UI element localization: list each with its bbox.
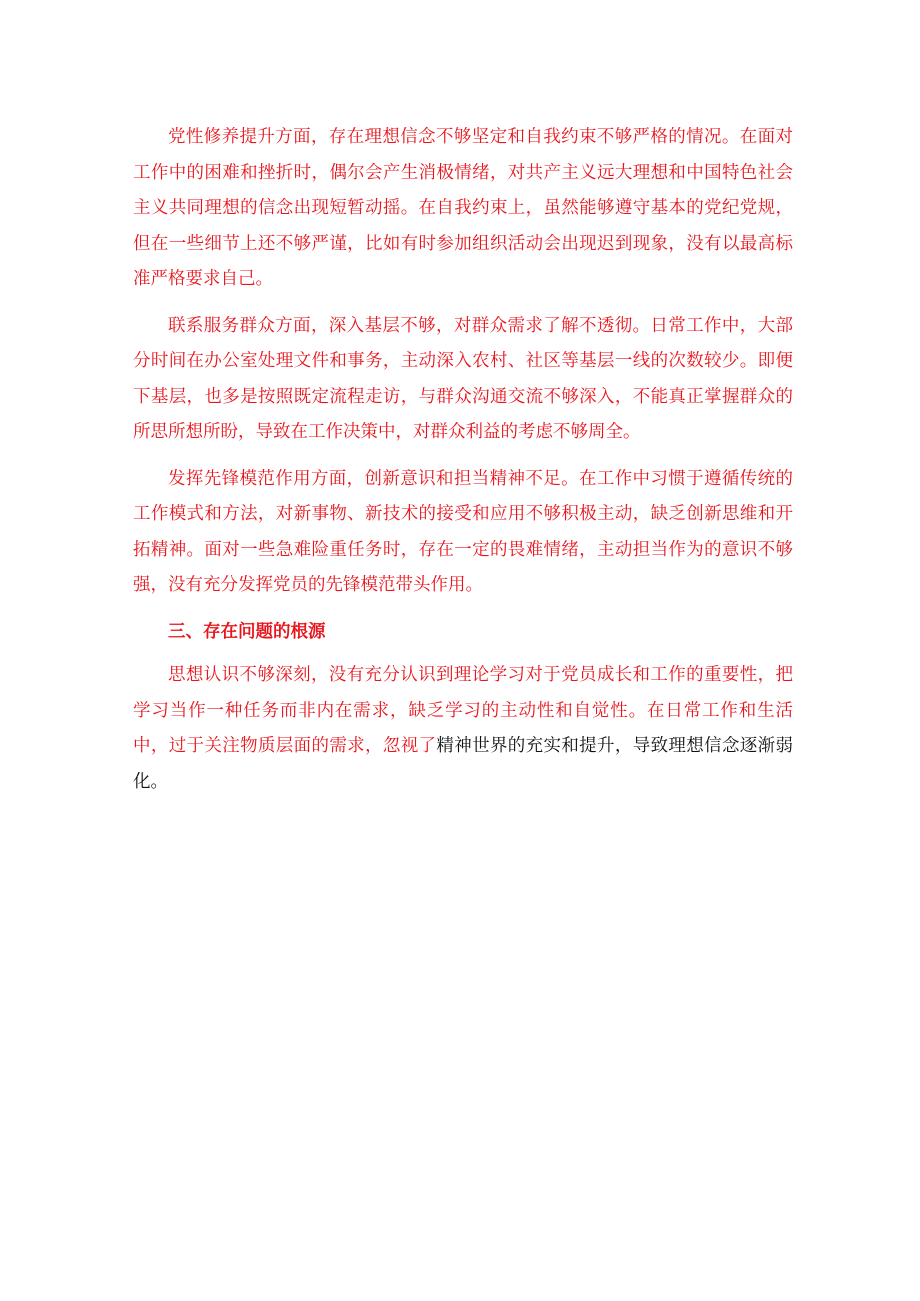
paragraph-root-causes bbox=[133, 658, 793, 800]
section-heading: 三、存在问题的根源 bbox=[168, 621, 326, 642]
paragraph-vanguard-role: 发挥先锋模范作用方面，创新意识和担当精神不足。在工作中习惯于遵循传统的工作模式和方法，对新事物、新技术的接受和应用不够积极主动，缺乏创新思维和开拓精神。面对一些急难险重任务时，存在一定的畏难情绪，主动担当作为的意识不够强，没有充分发挥党员的先锋模范带头作用。 bbox=[133, 468, 793, 595]
document-body bbox=[133, 120, 793, 811]
paragraph-serving-masses: 联系服务群众方面，深入基层不够，对群众需求了解不透彻。日常工作中，大部分时间在办公室处理文件和事务，主动深入农村、社区等基层一线的次数较少。即便下基层，也多是按照既定流程走访，与群众沟通交流不够深入，不能真正掌握群众的所思所想所盼，导致在工作决策中，对群众利益的考虑不够周全。 bbox=[133, 315, 793, 442]
root-causes-text-black: 精神世界的充实和提升，导致理想信念逐渐弱化。 bbox=[133, 736, 794, 792]
paragraph-party-spirit: 党性修养提升方面，存在理想信念不够坚定和自我约束不够严格的情况。在面对工作中的困难和挫折时，偶尔会产生消极情绪，对共产主义远大理想和中国特色社会主义共同理想的信念出现短暂动摇。在自我约束上，虽然能够遵守基本的党纪党规，但在一些细节上还不够严谨，比如有时参加组织活动会出现迟到现象，没有以最高标准严格要求自己。 bbox=[133, 127, 793, 289]
root-causes-text-red: 思想认识不够深刻，没有充分认识到理论学习对于党员成长和工作的重要性，把学习当作一种任务而非内在需求，缺乏学习的主动性和自觉性。在日常工作和生活中，过于关注物质层面的需求，忽视了 bbox=[133, 665, 793, 756]
